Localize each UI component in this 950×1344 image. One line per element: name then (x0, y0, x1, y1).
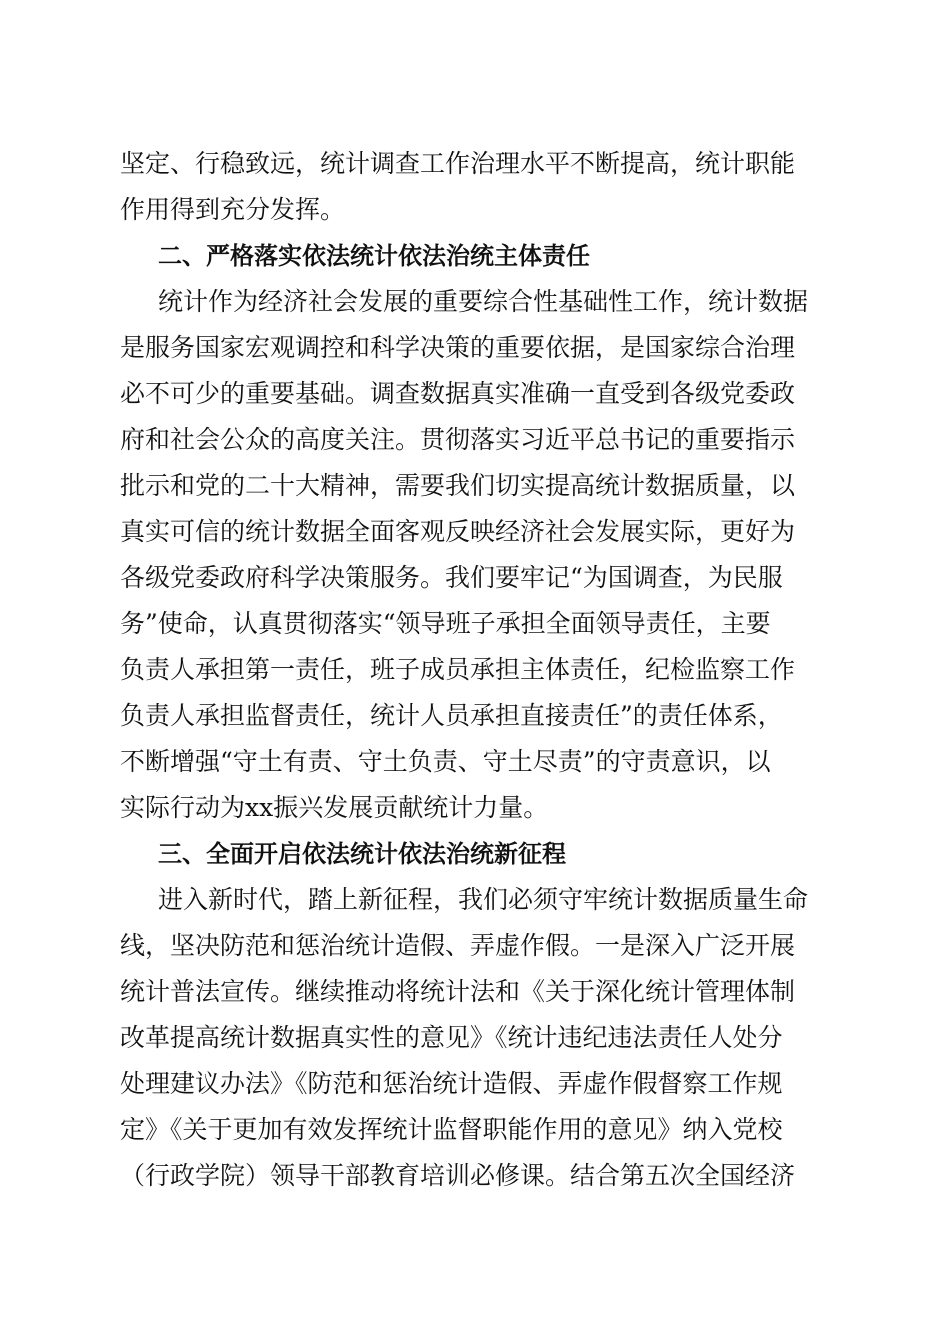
line-text: 批示和党的二十大精神，需要我们切实提高统计数据质量，以 (120, 471, 796, 500)
line-text: 处理建议办法》《防范和惩治统计造假、弄虚作假督察工作规 (120, 1069, 783, 1098)
line-text: 负责人承担第一责任，班子成员承担主体责任，纪检监察工作 (120, 655, 796, 684)
paragraph-line (0, 558, 950, 598)
line-text: 是服务国家宏观调控和科学决策的重要依据，是国家综合治理 (120, 333, 796, 362)
paragraph-line (0, 190, 950, 230)
paragraph-line (0, 1110, 950, 1150)
section-heading-3 (0, 834, 950, 874)
line-text: 统计作为经济社会发展的重要综合性基础性工作，统计数据 (158, 287, 809, 316)
paragraph-line (0, 144, 950, 184)
section-heading-2 (0, 236, 950, 276)
paragraph-line (0, 374, 950, 414)
line-text: 线，坚决防范和惩治统计造假、弄虚作假。一是深入广泛开展 (120, 931, 796, 960)
paragraph-line (0, 466, 950, 506)
line-text: 务”使命，认真贯彻落实“领导班子承担全面领导责任，主要 (120, 609, 771, 638)
paragraph-line (0, 926, 950, 966)
paragraph-line (0, 512, 950, 552)
paragraph-line (0, 604, 950, 644)
line-text: 实际行动为xx振兴发展贡献统计力量。 (120, 793, 549, 822)
line-text: 不断增强“守土有责、守土负责、守土尽责”的守责意识，以 (120, 747, 771, 776)
line-text: 各级党委政府科学决策服务。我们要牢记“为国调查，为民服 (120, 563, 783, 592)
line-text: 府和社会公众的高度关注。贯彻落实习近平总书记的重要指示 (120, 425, 796, 454)
heading-text: 三、全面开启依法统计依法治统新征程 (158, 840, 566, 868)
heading-text: 二、严格落实依法统计依法治统主体责任 (158, 242, 590, 270)
line-text: 真实可信的统计数据全面客观反映经济社会发展实际，更好为 (120, 517, 796, 546)
paragraph-line (0, 1156, 950, 1196)
line-text: 统计普法宣传。继续推动将统计法和《关于深化统计管理体制 (120, 977, 796, 1006)
line-text: 定》《关于更加有效发挥统计监督职能作用的意见》纳入党校 (120, 1115, 783, 1144)
line-text: 改革提高统计数据真实性的意见》《统计违纪违法责任人处分 (120, 1023, 783, 1052)
paragraph-line (0, 696, 950, 736)
paragraph-line (0, 282, 950, 322)
paragraph-line (0, 742, 950, 782)
paragraph-line (0, 1018, 950, 1058)
line-text: 进入新时代，踏上新征程，我们必须守牢统计数据质量生命 (158, 885, 809, 914)
line-text: 作用得到充分发挥。 (120, 195, 346, 224)
paragraph-line (0, 1064, 950, 1104)
paragraph-line (0, 420, 950, 460)
paragraph-line (0, 650, 950, 690)
paragraph-line (0, 328, 950, 368)
line-text: 坚定、行稳致远，统计调查工作治理水平不断提高，统计职能 (120, 149, 796, 178)
line-text: 负责人承担监督责任，统计人员承担直接责任”的责任体系， (120, 701, 783, 730)
line-text: 必不可少的重要基础。调查数据真实准确一直受到各级党委政 (120, 379, 796, 408)
paragraph-line (0, 972, 950, 1012)
paragraph-line (0, 788, 950, 828)
line-text: （行政学院）领导干部教育培训必修课。结合第五次全国经济 (120, 1161, 796, 1190)
paragraph-line (0, 880, 950, 920)
